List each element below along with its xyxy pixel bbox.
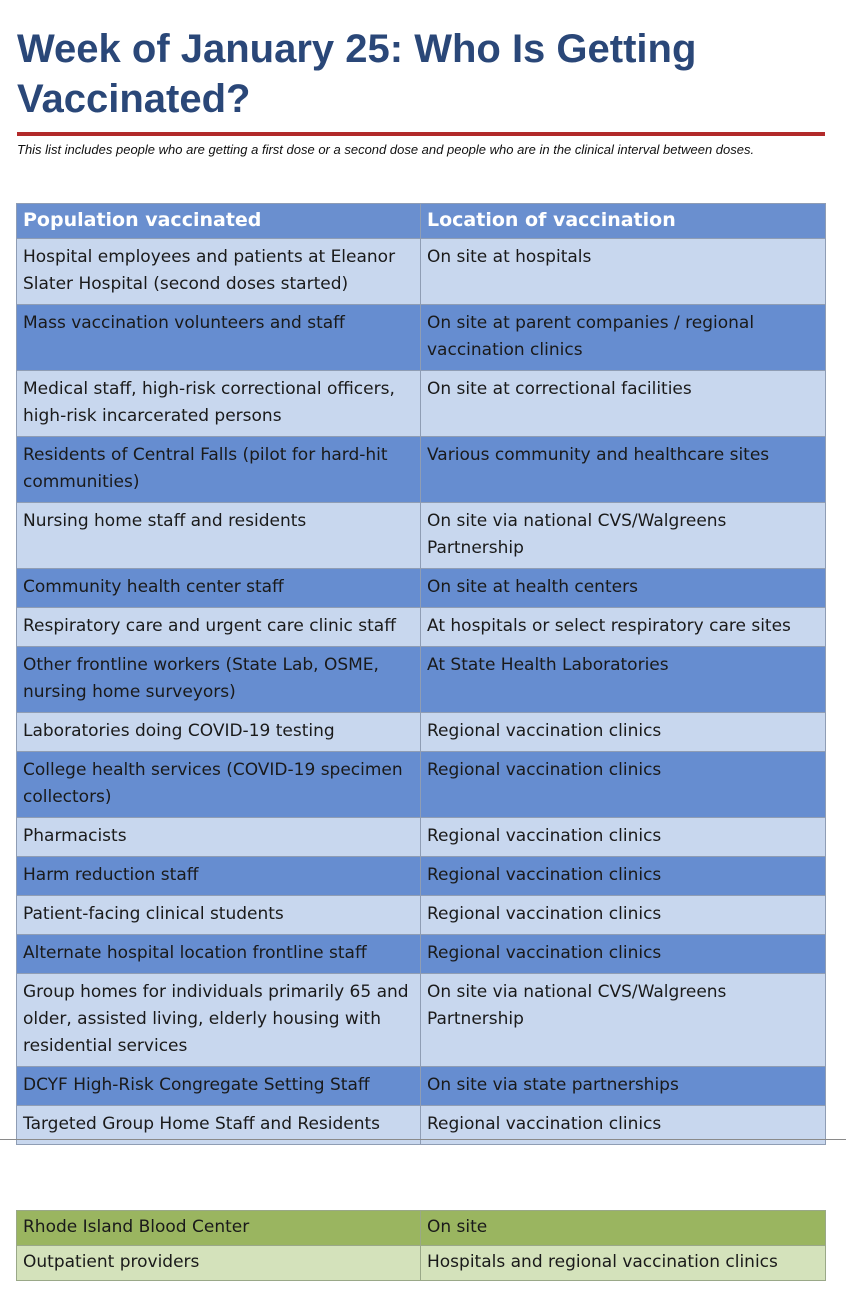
population-cell: Hospital employees and patients at Eleanor Slater Hospital (second doses started) (17, 239, 421, 305)
table-row (17, 305, 826, 371)
location-cell: Regional vaccination clinics (421, 857, 826, 896)
table-row (17, 818, 826, 857)
table-row (17, 974, 826, 1067)
intro-text: This list includes people who are getting a first dose or a second dose and people who are in the clinical interval between doses. (17, 142, 755, 157)
location-cell: At State Health Laboratories (421, 647, 826, 713)
table-row (17, 239, 826, 305)
location-cell: On site at hospitals (421, 239, 826, 305)
table-row (17, 935, 826, 974)
table-row (17, 713, 826, 752)
location-cell: At hospitals or select respiratory care sites (421, 608, 826, 647)
population-cell: Group homes for individuals primarily 65 and older, assisted living, elderly housing with residential services (17, 974, 421, 1067)
location-cell: On site via national CVS/Walgreens Partnership (421, 974, 826, 1067)
table-row (17, 1211, 826, 1246)
population-cell: Outpatient providers (17, 1246, 421, 1281)
population-cell: Targeted Group Home Staff and Residents (17, 1106, 421, 1145)
population-cell: Pharmacists (17, 818, 421, 857)
location-cell: Regional vaccination clinics (421, 752, 826, 818)
table-row (17, 896, 826, 935)
population-cell: College health services (COVID-19 specimen collectors) (17, 752, 421, 818)
location-cell: Hospitals and regional vaccination clinics (421, 1246, 826, 1281)
column-header-location: Location of vaccination (421, 204, 826, 239)
population-cell: Alternate hospital location frontline staff (17, 935, 421, 974)
location-cell: Regional vaccination clinics (421, 818, 826, 857)
location-cell: On site via national CVS/Walgreens Partnership (421, 503, 826, 569)
page-title: Week of January 25: Who Is Getting Vaccinated? (17, 27, 697, 121)
section-divider (0, 1139, 846, 1140)
population-cell: Medical staff, high-risk correctional officers, high-risk incarcerated persons (17, 371, 421, 437)
column-header-population: Population vaccinated (17, 204, 421, 239)
table-row (17, 1067, 826, 1106)
population-cell: Respiratory care and urgent care clinic staff (17, 608, 421, 647)
table-row (17, 647, 826, 713)
table-row (17, 857, 826, 896)
location-cell: On site at parent companies / regional vaccination clinics (421, 305, 826, 371)
location-cell: Regional vaccination clinics (421, 1106, 826, 1145)
location-cell: On site at correctional facilities (421, 371, 826, 437)
population-cell: DCYF High-Risk Congregate Setting Staff (17, 1067, 421, 1106)
location-cell: Regional vaccination clinics (421, 896, 826, 935)
population-cell: Harm reduction staff (17, 857, 421, 896)
table-row (17, 437, 826, 503)
population-cell: Laboratories doing COVID-19 testing (17, 713, 421, 752)
table-row (17, 371, 826, 437)
table-row (17, 752, 826, 818)
table-header-row (17, 204, 826, 239)
location-cell: On site (421, 1211, 826, 1246)
population-cell: Patient-facing clinical students (17, 896, 421, 935)
population-cell: Rhode Island Blood Center (17, 1211, 421, 1246)
table-row (17, 1246, 826, 1281)
table-row (17, 503, 826, 569)
location-cell: Regional vaccination clinics (421, 713, 826, 752)
population-cell: Nursing home staff and residents (17, 503, 421, 569)
population-cell: Residents of Central Falls (pilot for hard-hit communities) (17, 437, 421, 503)
population-cell: Other frontline workers (State Lab, OSME, nursing home surveyors) (17, 647, 421, 713)
table-row (17, 608, 826, 647)
title-divider-rule (17, 132, 825, 136)
population-cell: Mass vaccination volunteers and staff (17, 305, 421, 371)
location-cell: On site via state partnerships (421, 1067, 826, 1106)
table-row (17, 569, 826, 608)
secondary-vaccination-table (16, 1210, 826, 1281)
location-cell: On site at health centers (421, 569, 826, 608)
location-cell: Various community and healthcare sites (421, 437, 826, 503)
vaccination-table (16, 203, 826, 1145)
location-cell: Regional vaccination clinics (421, 935, 826, 974)
population-cell: Community health center staff (17, 569, 421, 608)
